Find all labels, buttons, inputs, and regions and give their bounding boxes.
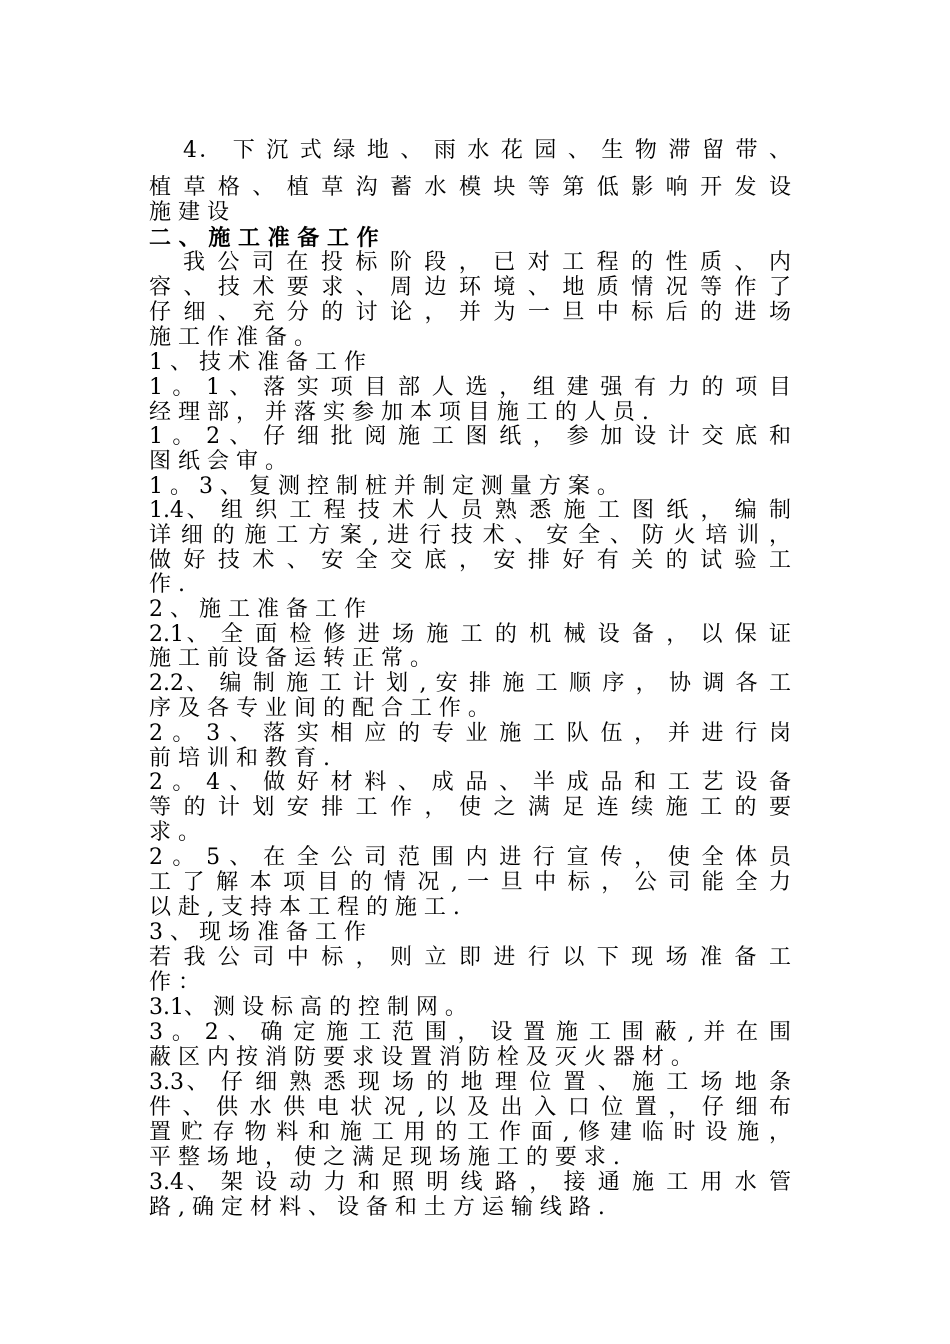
item-3-3-line-1: 3.3、 仔 细 熟 悉 现 场 的 地 理 位 置 、 施 工 场 地 条 [149, 1070, 791, 1095]
item-3-4-line-2: 路 , 确 定 材 料 、 设 备 和 土 方 运 输 线 路 . [149, 1195, 605, 1220]
item-3-2-line-2: 蔽 区 内 按 消 防 要 求 设 置 消 防 栓 及 灭 火 器 材 。 [149, 1045, 693, 1070]
item-1-2-line-1: 1 。 2 、 仔 细 批 阅 施 工 图 纸 ， 参 加 设 计 交 底 和 [149, 424, 791, 449]
intro-paragraph-line-1: 我 公 司 在 投 标 阶 段 ， 已 对 工 程 的 性 质 、 内 [183, 250, 791, 275]
subheading-technical-prep: 1 、 技 术 准 备 工 作 [149, 350, 366, 375]
subheading-construction-prep: 2 、 施 工 准 备 工 作 [149, 597, 366, 622]
item-1-4-line-4: 作 . [149, 572, 185, 597]
item-1-4-line-2: 详 细 的 施 工 方 案 , 进 行 技 术 、 安 全 、 防 火 培 训 ， [149, 523, 791, 548]
list-item-4-line-2: 植 草 格 、 植 草 沟 蓄 水 模 块 等 第 低 影 响 开 发 设 [149, 175, 791, 200]
section-heading-construction-prep: 二 、 施 工 准 备 工 作 [149, 225, 379, 251]
item-2-3-line-1: 2 。 3 、 落 实 相 应 的 专 业 施 工 队 伍 ， 并 进 行 岗 [149, 721, 791, 746]
intro-paragraph-line-2: 容 、 技 术 要 求 、 周 边 环 境 、 地 质 情 况 等 作 了 [149, 275, 791, 300]
item-3-4-line-1: 3.4、 架 设 动 力 和 照 明 线 路 ， 接 通 施 工 用 水 管 [149, 1170, 791, 1195]
item-2-3-line-2: 前 培 训 和 教 育 . [149, 746, 330, 771]
item-2-2-line-1: 2.2、 编 制 施 工 计 划 , 安 排 施 工 顺 序 ， 协 调 各 工 [149, 671, 791, 696]
item-2-4-line-2: 等 的 计 划 安 排 工 作 ， 使 之 满 足 连 续 施 工 的 要 [149, 795, 791, 820]
item-2-1-line-1: 2.1、 全 面 检 修 进 场 施 工 的 机 械 设 备 ， 以 保 证 [149, 622, 791, 647]
item-2-5-line-2: 工 了 解 本 项 目 的 情 况 , 一 旦 中 标 ， 公 司 能 全 力 [149, 870, 791, 895]
item-2-4-line-1: 2 。 4 、 做 好 材 料 、 成 品 、 半 成 品 和 工 艺 设 备 [149, 770, 791, 795]
item-2-5-line-1: 2 。 5 、 在 全 公 司 范 围 内 进 行 宣 传 ， 使 全 体 员 [149, 845, 791, 870]
subheading-site-prep: 3 、 现 场 准 备 工 作 [149, 920, 366, 945]
list-item-4-line-3: 施 建 设 [149, 200, 229, 225]
item-3-3-line-3: 置 贮 存 物 料 和 施 工 用 的 工 作 面 , 修 建 临 时 设 施 ， [149, 1120, 791, 1145]
item-3-3-line-4: 平 整 场 地 ， 使 之 满 足 现 场 施 工 的 要 求 . [149, 1145, 620, 1170]
item-1-3: 1 。 3 、 复 测 控 制 桩 并 制 定 测 量 方 案 。 [149, 474, 619, 499]
item-1-2-line-2: 图 纸 会 审 。 [149, 449, 287, 474]
site-prep-intro-line-2: 作 ： [149, 970, 200, 995]
item-3-3-line-2: 件 、 供 水 供 电 状 况 , 以 及 出 入 口 位 置 ， 仔 细 布 [149, 1095, 791, 1120]
site-prep-intro-line-1: 若 我 公 司 中 标 ， 则 立 即 进 行 以 下 现 场 准 备 工 [149, 945, 791, 970]
intro-paragraph-line-4: 施 工 作 准 备 。 [149, 325, 316, 350]
item-2-4-line-3: 求 。 [149, 820, 200, 845]
intro-paragraph-line-3: 仔 细 、 充 分 的 讨 论 ， 并 为 一 旦 中 标 后 的 进 场 [149, 300, 791, 325]
item-1-4-line-3: 做 好 技 术 、 安 全 交 底 ， 安 排 好 有 关 的 试 验 工 [149, 548, 791, 573]
item-2-1-line-2: 施 工 前 设 备 运 转 正 常 。 [149, 646, 432, 671]
item-3-1: 3.1、 测 设 标 高 的 控 制 网 。 [149, 995, 467, 1020]
item-2-5-line-3: 以 赴 , 支 持 本 工 程 的 施 工 . [149, 895, 460, 920]
item-2-2-line-2: 序 及 各 专 业 间 的 配 合 工 作 。 [149, 696, 490, 721]
item-1-1-line-1: 1 。 1 、 落 实 项 目 部 人 选 ， 组 建 强 有 力 的 项 目 [149, 375, 791, 400]
list-item-4-line-1: 4． 下 沉 式 绿 地 、 雨 水 花 园 、 生 物 滞 留 带 、 [183, 138, 791, 163]
item-1-1-line-2: 经 理 部 ， 并 落 实 参 加 本 项 目 施 工 的 人 员 . [149, 400, 649, 425]
item-3-2-line-1: 3 。 2 、 确 定 施 工 范 围 ， 设 置 施 工 围 蔽 , 并 在 围 [149, 1020, 791, 1045]
item-1-4-line-1: 1.4、 组 织 工 程 技 术 人 员 熟 悉 施 工 图 纸 ， 编 制 [149, 498, 791, 523]
